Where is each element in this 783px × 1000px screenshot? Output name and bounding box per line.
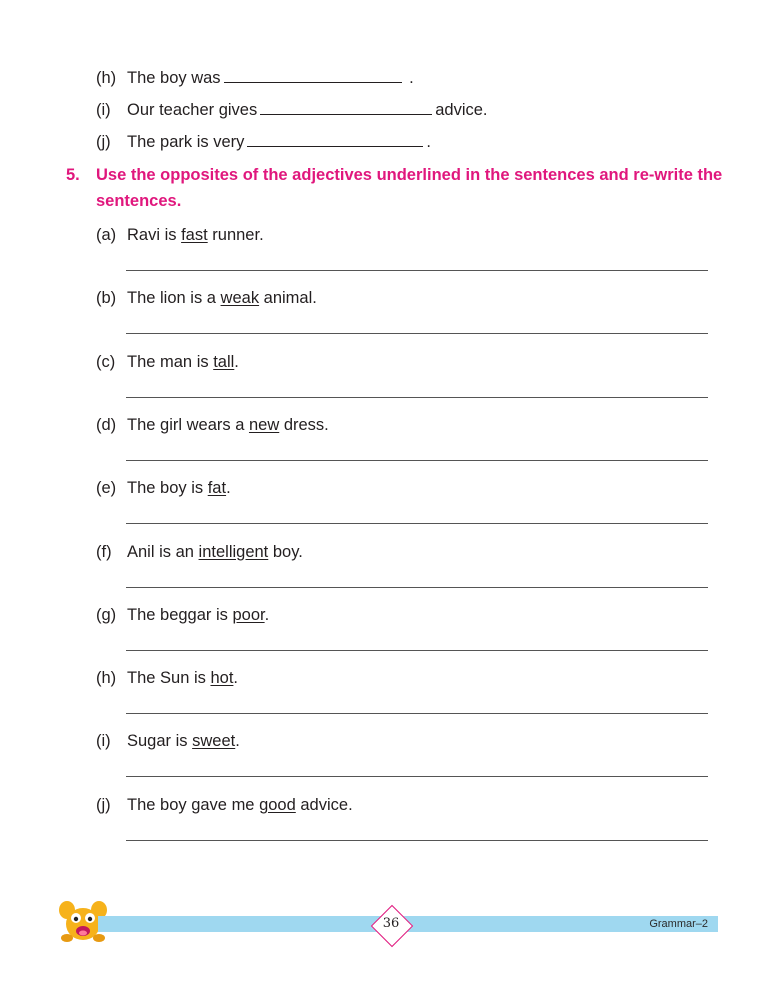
item-text-before: Anil is an xyxy=(127,542,199,561)
item-label: (b) xyxy=(96,289,117,308)
item-label: (h) xyxy=(96,69,117,87)
item-label: (c) xyxy=(96,352,116,371)
exercise-item xyxy=(96,352,239,372)
item-text-before: The lion is a xyxy=(127,289,221,308)
answer-line[interactable] xyxy=(126,397,708,398)
underlined-adjective: good xyxy=(259,795,296,814)
item-text-before: Ravi is xyxy=(127,226,182,244)
underlined-adjective: sweet xyxy=(192,732,236,751)
item-label: (f) xyxy=(96,542,112,561)
item-label: (i) xyxy=(96,101,111,119)
item-text-after: advice. xyxy=(435,101,488,119)
answer-line[interactable] xyxy=(126,840,708,841)
item-text: The boy was xyxy=(127,69,221,87)
question-text: Use the opposites of the adjectives underlined in the sentences and re-write the sentences. xyxy=(96,166,723,210)
underlined-adjective: intelligent xyxy=(198,542,269,561)
underlined-adjective: fat xyxy=(207,479,227,498)
exercise-item xyxy=(96,605,269,625)
item-text-before: The girl wears a xyxy=(127,415,249,434)
item-label: (g) xyxy=(96,605,117,624)
prev-item-i xyxy=(96,100,488,120)
item-text-after: . xyxy=(426,133,431,151)
item-text-before: The beggar is xyxy=(127,605,233,624)
item-text-after: . xyxy=(233,669,238,688)
fill-blank[interactable] xyxy=(260,100,432,115)
item-text-before: The man is xyxy=(127,352,214,371)
item-label: (j) xyxy=(96,133,111,151)
answer-line[interactable] xyxy=(126,776,708,777)
item-text-after: . xyxy=(404,69,414,87)
fill-blank[interactable] xyxy=(247,132,423,147)
answer-line[interactable] xyxy=(126,523,708,524)
answer-line[interactable] xyxy=(126,460,708,461)
underlined-adjective: new xyxy=(248,415,280,434)
underlined-adjective: fast xyxy=(181,226,208,244)
underlined-adjective: weak xyxy=(220,289,260,308)
item-text-after: dress. xyxy=(279,415,329,434)
exercise-item xyxy=(96,542,303,562)
fill-blank[interactable] xyxy=(224,68,402,83)
exercise-item xyxy=(96,225,264,245)
item-text-after: . xyxy=(226,479,231,498)
item-text-after: . xyxy=(264,605,270,624)
exercise-item xyxy=(96,288,317,308)
exercise-item xyxy=(96,795,353,815)
answer-line[interactable] xyxy=(126,333,708,334)
item-text-before: The boy gave me xyxy=(127,795,260,814)
item-text: The park is very xyxy=(127,133,245,151)
item-text-before: Sugar is xyxy=(127,732,193,751)
item-text-after: advice. xyxy=(295,795,353,814)
item-label: (e) xyxy=(96,479,117,498)
question-number: 5. xyxy=(66,166,80,184)
item-label: (i) xyxy=(96,732,111,751)
item-label: (h) xyxy=(96,669,117,688)
item-text-after: animal. xyxy=(259,289,317,308)
answer-line[interactable] xyxy=(126,270,708,271)
prev-item-j xyxy=(96,132,431,152)
item-text-after: runner. xyxy=(207,226,264,244)
answer-line[interactable] xyxy=(126,650,708,651)
question-heading xyxy=(66,162,736,214)
exercise-item xyxy=(96,731,240,751)
book-title: Grammar–2 xyxy=(649,918,708,930)
underlined-adjective: tall xyxy=(213,352,235,371)
answer-line[interactable] xyxy=(126,713,708,714)
underlined-adjective: poor xyxy=(232,605,265,624)
item-text-before: The boy is xyxy=(127,479,208,498)
underlined-adjective: hot xyxy=(210,669,234,688)
item-text-after: . xyxy=(234,352,239,371)
page-number: 36 xyxy=(382,916,400,931)
answer-line[interactable] xyxy=(126,587,708,588)
item-text-after: boy. xyxy=(268,542,303,561)
exercise-item xyxy=(96,668,238,688)
item-text-before: The Sun is xyxy=(127,669,211,688)
item-label: (a) xyxy=(96,226,117,244)
exercise-item xyxy=(96,478,231,498)
exercise-item xyxy=(96,415,329,435)
item-label: (d) xyxy=(96,415,117,434)
item-text-after: . xyxy=(235,732,240,751)
item-label: (j) xyxy=(96,795,111,814)
prev-item-h xyxy=(96,68,414,88)
item-text: Our teacher gives xyxy=(127,101,258,119)
